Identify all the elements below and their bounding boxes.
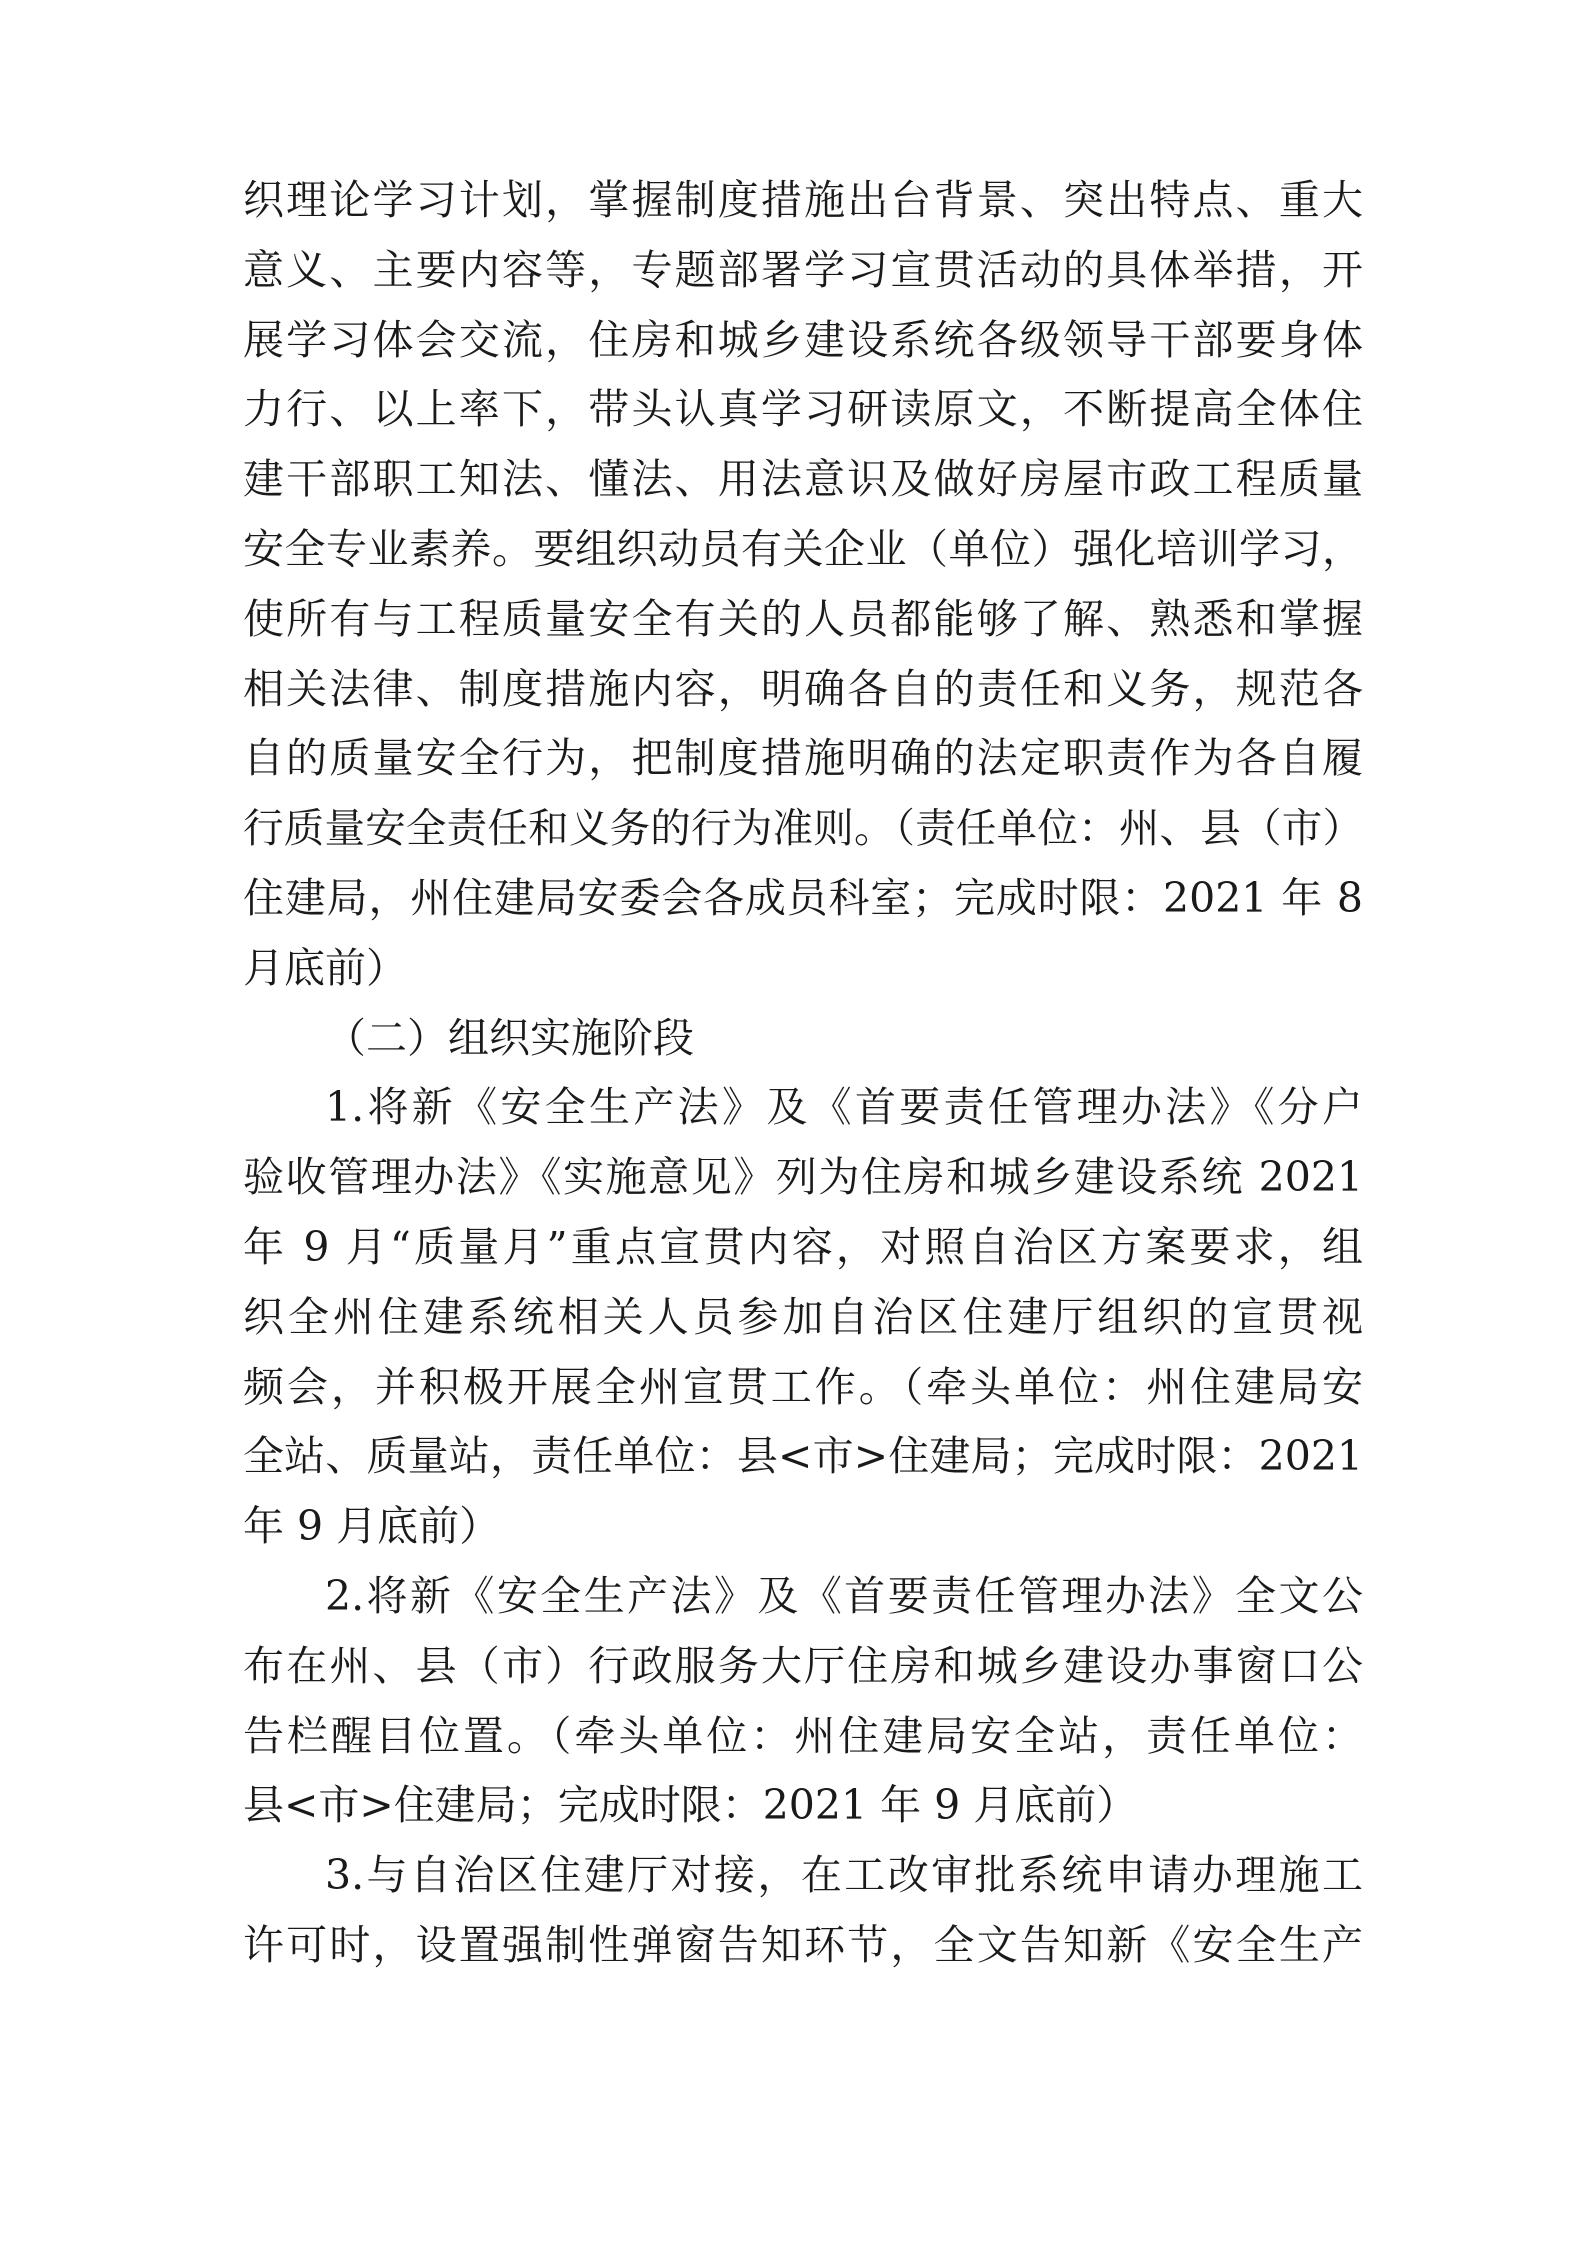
- text-line: 县<市>住建局；完成时限：2021 年 9 月底前）: [243, 1781, 1138, 1830]
- text-line: 相关法律、制度措施内容，明确各自的责任和义务，规范各: [243, 664, 1363, 713]
- text-line: 年 9 月底前）: [243, 1502, 501, 1551]
- text-line: 1.将新《安全生产法》及《首要责任管理办法》《分户: [325, 1083, 1363, 1132]
- text-line: 安全专业素养。要组织动员有关企业（单位）强化培训学习，: [243, 524, 1363, 573]
- text-line: 使所有与工程质量安全有关的人员都能够了解、熟悉和掌握: [243, 594, 1363, 643]
- list-item-1: [243, 1073, 1363, 1562]
- text-line: 2.将新《安全生产法》及《首要责任管理办法》全文公: [325, 1571, 1363, 1620]
- list-item-3: [243, 1841, 1363, 1981]
- paragraph-responsibility-study: [243, 166, 1363, 1004]
- text-line: 力行、以上率下，带头认真学习研读原文，不断提高全体住: [243, 385, 1363, 434]
- section-heading: （二）组织实施阶段: [325, 1013, 694, 1062]
- text-line: 年 9 月“质量月”重点宣贯内容，对照自治区方案要求，组: [243, 1222, 1363, 1271]
- text-line: 意义、主要内容等，专题部署学习宣贯活动的具体举措，开: [243, 245, 1363, 294]
- text-line: 行质量安全责任和义务的行为准则。（责任单位：州、县（市）: [243, 804, 1363, 853]
- text-line: 月底前）: [243, 943, 407, 992]
- text-line: 3.与自治区住建厅对接，在工改审批系统申请办理施工: [325, 1851, 1363, 1900]
- list-item-2: [243, 1562, 1363, 1841]
- text-line: 告栏醒目位置。（牵头单位：州住建局安全站，责任单位：: [243, 1711, 1363, 1760]
- text-line: 频会，并积极开展全州宣贯工作。（牵头单位：州住建局安: [243, 1362, 1363, 1411]
- text-line: 许可时，设置强制性弹窗告知环节，全文告知新《安全生产: [243, 1920, 1363, 1969]
- text-line: 展学习体会交流，住房和城乡建设系统各级领导干部要身体: [243, 315, 1363, 364]
- text-line: 建干部职工知法、懂法、用法意识及做好房屋市政工程质量: [243, 455, 1363, 504]
- text-line: 布在州、县（市）行政服务大厅住房和城乡建设办事窗口公: [243, 1641, 1363, 1690]
- document-body: [243, 166, 1363, 1981]
- text-line: 验收管理办法》《实施意见》列为住房和城乡建设系统 2021: [243, 1153, 1363, 1202]
- text-line: 织全州住建系统相关人员参加自治区住建厅组织的宣贯视: [243, 1292, 1363, 1341]
- text-line: 自的质量安全行为，把制度措施明确的法定职责作为各自履: [243, 734, 1363, 783]
- text-line: 住建局，州住建局安委会各成员科室；完成时限：2021 年 8: [243, 873, 1363, 922]
- text-line: 全站、质量站，责任单位：县<市>住建局；完成时限：2021: [243, 1432, 1363, 1481]
- text-line: 织理论学习计划，掌握制度措施出台背景、突出特点、重大: [243, 176, 1363, 224]
